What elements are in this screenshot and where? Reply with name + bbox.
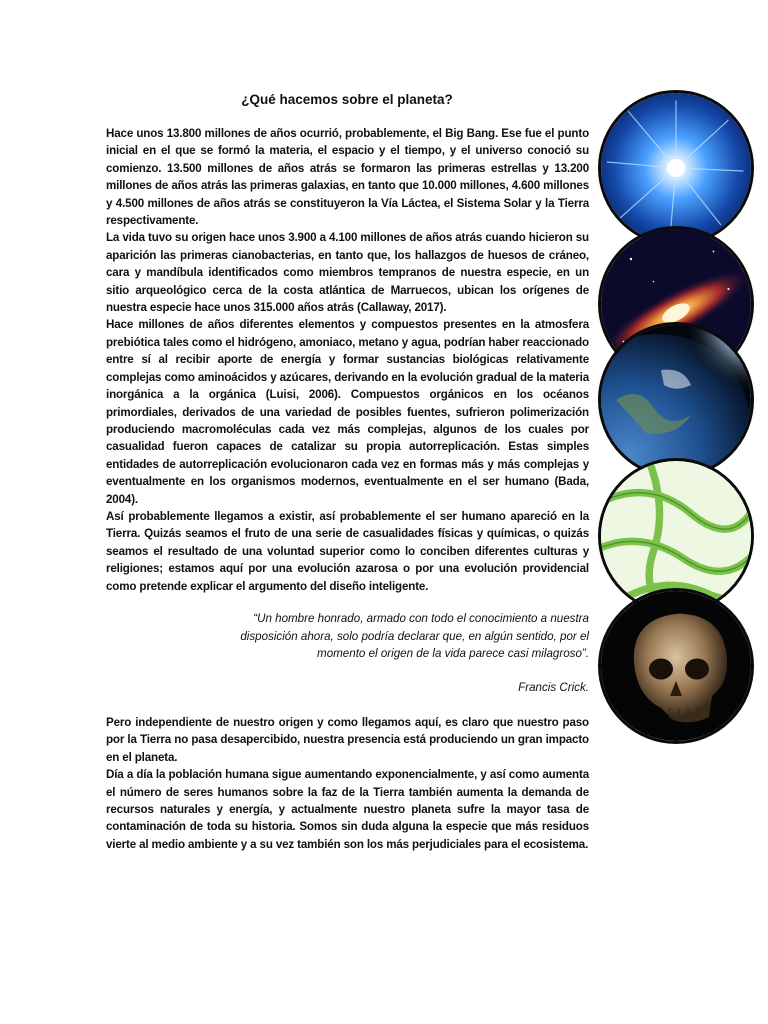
paragraph-prebiotic-chemistry: Hace millones de años diferentes elementos y compuestos presentes en la atmosfera prebiótica tales como el hidrógeno, amoniaco, metano y agua, podrían haber reaccionado entre sí al recibir aporte de energía y formar sustancias biológicas relativamente complejas como aminoácidos y azúcares, derivando en la evolución gradual de la materia inorgánica a la orgánica (Luisi, 2006). Compuestos orgánicos en los océanos primordiales, derivados de una variedad de posibles fuentes, sufrieron polimerización produciendo macromoléculas cada vez más complejas, algunos de los cuales por casualidad fueron capaces de catalizar su propia autorreplicación. Estas simples entidades de autorreplicación evolucionaron cada vez en formas más y más complejas y eventualmente en los organismos modernos, eventualmente en el ser humano (Bada, 2004).	[106, 318, 589, 506]
body-text-bottom	[106, 714, 589, 853]
page-title: ¿Qué hacemos sobre el planeta?	[241, 92, 453, 107]
paragraph-population-growth: Día a día la población humana sigue aumentando exponencialmente, y así como aumenta el número de seres humanos sobre la faz de la Tierra también aumenta la demanda de recursos naturales y energía, y actualmente nuestro planeta sufre la mayor tasa de contaminación de toda su historia. Somos sin duda alguna la especie que más residuos vierte al medio ambiente y a su vez también son los más perjudiciales para el ecosistema.	[106, 768, 589, 851]
paragraph-big-bang: Hace unos 13.800 millones de años ocurrió, probablemente, el Big Bang. Ese fue el punto inicial en el que se formó la materia, el espacio y el tiempo, y el universo conoció su comienzo. 13.500 millones de años atrás se formaron las primeras estrellas y 13.200 millones de años atrás las primeras galaxias, en tanto que 10.000 millones, 4.600 millones y 4.500 millones de años atrás se constituyeron la Vía Láctea, el Sistema Solar y la Tierra respectivamente.	[106, 127, 589, 228]
paragraph-human-existence: Así probablemente llegamos a existir, así probablemente el ser humano apareció en la Tierra. Quizás seamos el fruto de una serie de casualidades físicas y químicas, o quizás seamos el resultado de una voluntad superior como lo conciben diferentes culturas y religiones; estamos aquí por una evolución azarosa o por una evolución providencial como pretende explicar el argumento del diseño inteligente.	[106, 509, 589, 593]
human-skull-icon	[598, 588, 754, 744]
paragraph-human-impact: Pero independiente de nuestro origen y como llegamos aquí, es claro que nuestro paso por la Tierra no pasa desapercibido, nuestra presencia está produciendo un gran impacto en el planeta.	[106, 716, 589, 764]
earth-from-space-icon	[598, 322, 754, 478]
big-bang-burst-icon	[598, 90, 754, 246]
paragraph-origin-of-life: La vida tuvo su origen hace unos 3.900 a 4.100 millones de años atrás cuando hicieron su aparición las primeras cianobacterias, en tanto que, los hallazgos de huesos de cráneo, cara y mandíbula identificados como miembros tempranos de nuestra especie, en un sitio arqueológico cerca de la costa atlántica de Marruecos, ubican los orígenes de nuestra especie hace unos 315.000 años atrás (Callaway, 2017).	[106, 231, 589, 315]
quote-text: “Un hombre honrado, armado con todo el conocimiento a nuestra disposición ahora, solo podría declarar que, en algún sentido, por el momento el origen de la vida parece casi milagroso”.	[240, 612, 589, 661]
body-text-top	[106, 125, 589, 595]
quote-author: Francis Crick.	[518, 681, 589, 694]
